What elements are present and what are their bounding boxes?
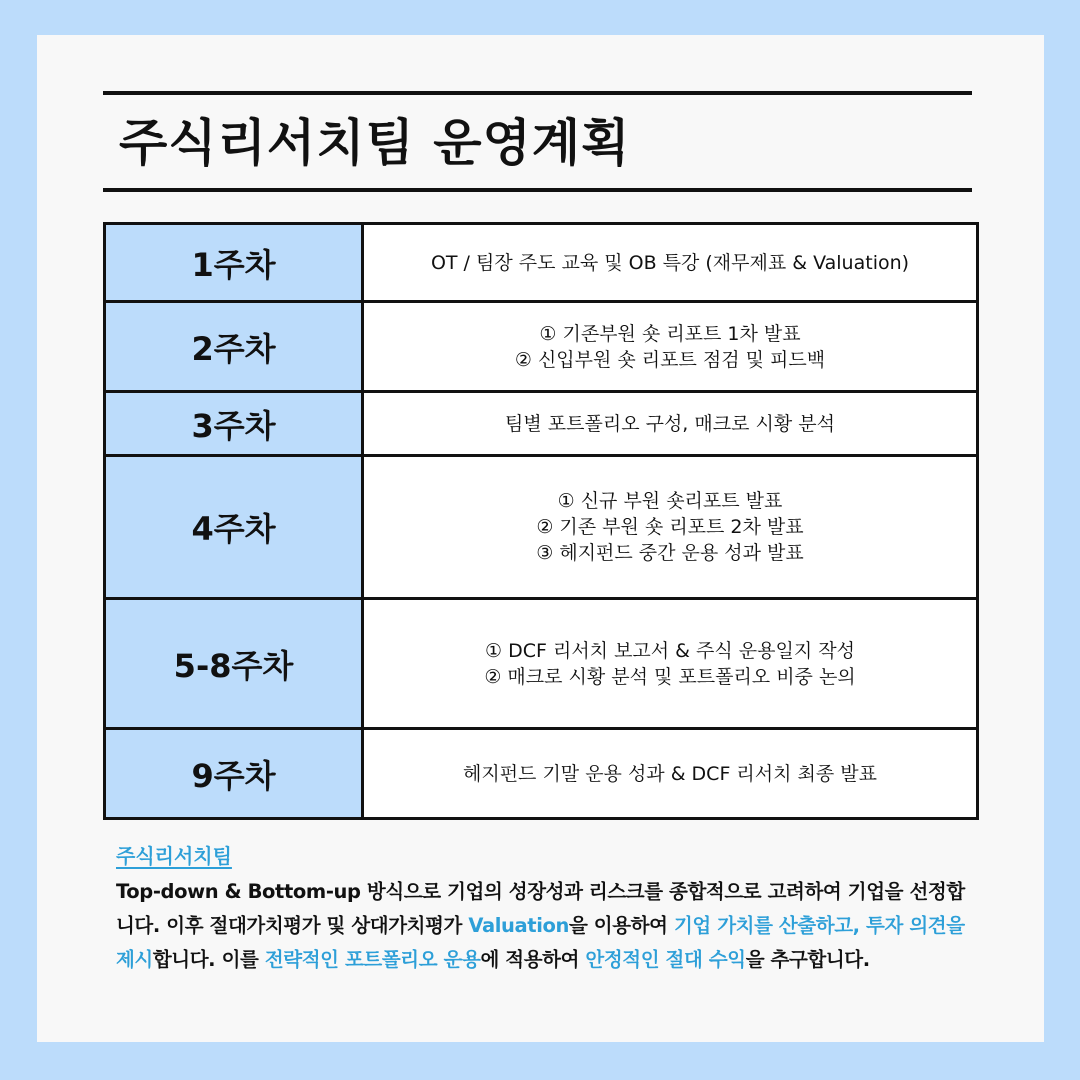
- schedule-row: [105, 599, 978, 729]
- description-highlight: 안정적인 절대 수익: [585, 948, 746, 971]
- week-label: 2주차: [105, 302, 363, 392]
- week-label: 9주차: [105, 729, 363, 819]
- content-line: ③ 헤지펀드 중간 운용 성과 발표: [536, 542, 804, 564]
- description-highlight: 기업 가치를 산출하고, 투자 의견을 제시: [116, 914, 965, 971]
- content-line: ② 신입부원 숏 리포트 점검 및 피드백: [514, 348, 826, 371]
- week-content: [363, 302, 978, 392]
- schedule-row: [105, 392, 978, 456]
- week-content: [363, 729, 978, 819]
- schedule-table: [103, 222, 979, 820]
- schedule-row: [105, 729, 978, 819]
- content-line: ② 매크로 시황 분석 및 포트폴리오 비중 논의: [484, 665, 856, 688]
- week-content: [363, 456, 978, 599]
- description-highlight: 전략적인 포트폴리오 운용: [264, 948, 481, 971]
- week-content: [363, 392, 978, 456]
- description-title: 주식리서치팀: [116, 844, 232, 868]
- content-line: ① 기존부원 숏 리포트 1차 발표: [539, 322, 801, 345]
- content-card: [37, 35, 1044, 1042]
- description-text: 을 추구합니다.: [745, 948, 870, 971]
- week-content: [363, 599, 978, 729]
- schedule-row: [105, 224, 978, 302]
- content-line: ② 기존 부원 숏 리포트 2차 발표: [536, 516, 804, 538]
- description-text: Top-down & Bottom-up 방식으로 기업의 성장성과 리스크를 종합적으로 고려하여 기업을 선정합니다. 이후 절대가치평가 및 상대가치평가: [116, 880, 965, 937]
- week-label: 4주차: [105, 456, 363, 599]
- page-title: 주식리서치팀 운영계획: [119, 114, 631, 172]
- team-description: [116, 840, 976, 977]
- description-text: 을 이용하여: [568, 914, 674, 937]
- content-line: 헤지펀드 기말 운용 성과 & DCF 리서치 최종 발표: [463, 762, 877, 785]
- content-line: 팀별 포트폴리오 구성, 매크로 시황 분석: [505, 412, 835, 435]
- content-line: OT / 팀장 주도 교육 및 OB 특강 (재무제표 & Valuation): [430, 251, 910, 274]
- schedule-row: [105, 302, 978, 392]
- description-body: [116, 875, 976, 977]
- week-content: [363, 224, 978, 302]
- description-highlight: Valuation: [468, 914, 569, 937]
- description-text: 에 적용하여: [480, 948, 586, 971]
- content-line: ① 신규 부원 숏리포트 발표: [557, 490, 783, 512]
- description-text: 합니다. 이를: [152, 948, 265, 971]
- title-bottom-rule: [103, 188, 972, 192]
- schedule-row: [105, 456, 978, 599]
- week-label: 3주차: [105, 392, 363, 456]
- content-line: ① DCF 리서치 보고서 & 주식 운용일지 작성: [485, 639, 855, 662]
- week-label: 1주차: [105, 224, 363, 302]
- week-label: 5-8주차: [105, 599, 363, 729]
- title-top-rule: [103, 91, 972, 95]
